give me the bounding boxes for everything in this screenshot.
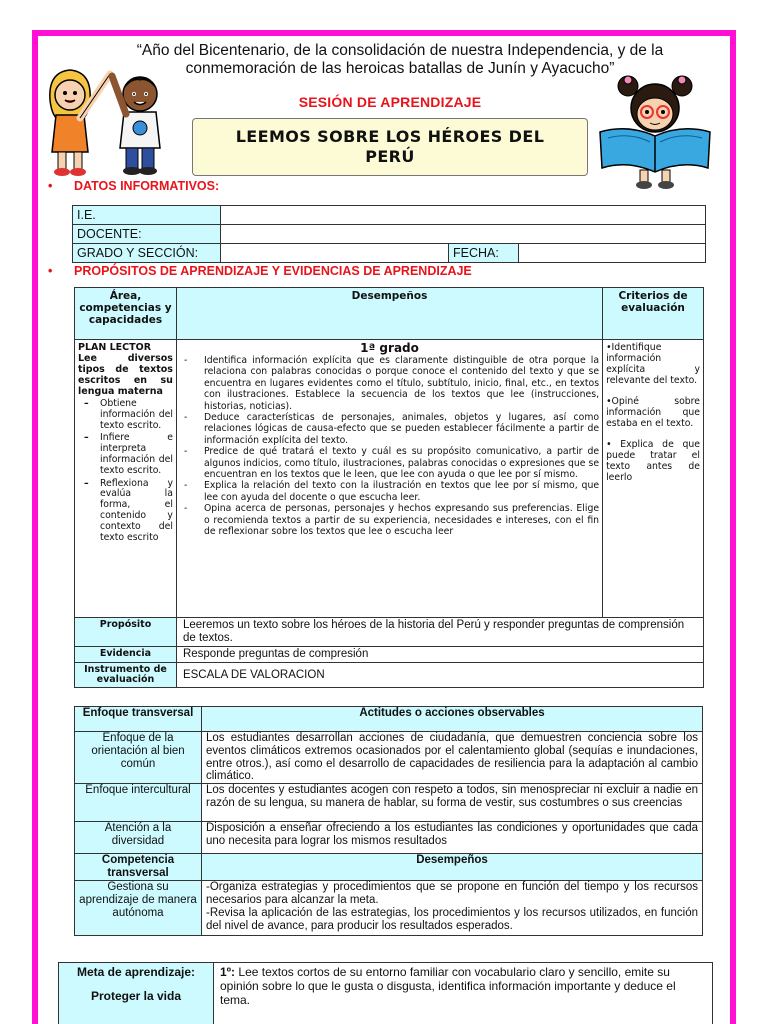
ie-label: I.E. bbox=[73, 206, 221, 225]
competencia-text-1: -Organiza estrategias y procedimientos que se propone en función del tiempo y los recursos necesarios para alcanzar la meta. bbox=[206, 881, 698, 906]
capacidades-list bbox=[78, 399, 173, 543]
criterio-item: •Opiné sobre información que estaba en el texto. bbox=[606, 396, 700, 429]
fecha-value[interactable] bbox=[519, 244, 706, 263]
capacidad-item: – Infiere e interpreta información del texto escrito. bbox=[78, 433, 173, 476]
grado-label: GRADO Y SECCIÓN: bbox=[73, 244, 221, 263]
header-competencia: Competencia transversal bbox=[75, 854, 202, 881]
desempeno-item: - Deduce características de personajes, animales, objetos y lugares, así como relaciones lógicas de causa-efecto que se pueden establecer fácilmente a partir de información explícita del texto. bbox=[180, 412, 599, 446]
section-propositos-heading bbox=[48, 264, 472, 278]
session-title: LEEMOS SOBRE LOS HÉROES DEL PERÚ bbox=[235, 127, 545, 166]
meta-label-cell bbox=[59, 963, 214, 1024]
enfoque-name: Enfoque de la orientación al bien común bbox=[75, 732, 202, 784]
header-desempenos-transversal: Desempeños bbox=[202, 854, 703, 881]
meta-table bbox=[58, 962, 713, 1024]
session-label: SESIÓN DE APRENDIZAJE bbox=[298, 94, 482, 110]
enfoque-text: Los estudiantes desarrollan acciones de ciudadanía, que demuestren conciencia sobre los eventos climáticos extremos ocasionados por el calentamiento global (sequías e inundaciones, entre otros.), así como el desarrollo de capacidades de resiliencia para la adaptación al cambio climático. bbox=[202, 732, 703, 784]
datos-table bbox=[72, 205, 706, 263]
bullet-icon: • bbox=[48, 179, 53, 193]
meta-grade-prefix: 1º: bbox=[220, 965, 236, 979]
desempenos-list bbox=[180, 355, 599, 538]
criterio-item: • Explica de que puede tratar el texto antes de leerlo bbox=[606, 439, 700, 483]
proposito-value: Leeremos un texto sobre los héroes de la historia del Perú y responder preguntas de comprensión de textos. bbox=[176, 618, 703, 647]
desempenos-cell bbox=[176, 340, 602, 618]
criterio-item: •Identifique información explícita y relevante del texto. bbox=[606, 342, 700, 386]
desempeno-item: - Explica la relación del texto con la ilustración en textos que lee por sí mismo, que lee con ayuda del docente o que escucha leer. bbox=[180, 480, 599, 503]
meta-text-cell bbox=[214, 963, 713, 1024]
header-area: Área, competencias y capacidades bbox=[75, 288, 177, 340]
instrumento-label: Instrumento de evaluación bbox=[75, 663, 177, 688]
enfoque-name: Enfoque intercultural bbox=[75, 784, 202, 822]
grade-label: 1ª grado bbox=[360, 341, 419, 355]
plan-lector-label: PLAN LECTOR bbox=[78, 342, 152, 353]
proposito-label: Propósito bbox=[75, 618, 177, 647]
criterios-cell bbox=[603, 340, 704, 618]
children-illustration bbox=[40, 60, 190, 180]
bullet-icon: • bbox=[48, 264, 53, 278]
header-enfoque: Enfoque transversal bbox=[75, 707, 202, 732]
docente-label: DOCENTE: bbox=[73, 225, 221, 244]
meta-sublabel: Proteger la vida bbox=[90, 989, 182, 1003]
grado-value[interactable] bbox=[221, 244, 449, 263]
competencia-text-2: -Revisa la aplicación de las estrategias, los procedimientos y los recursos utilizados, en función del nivel de avance, para producir los resultados esperados. bbox=[206, 906, 698, 932]
capacidad-item: – Reflexiona y evalúa la forma, el contenido y contexto del texto escrito bbox=[78, 479, 173, 544]
ie-value[interactable] bbox=[221, 206, 706, 225]
desempeno-item: - Opina acerca de personas, personajes y hechos expresando sus preferencias. Elige o recomienda textos a partir de su experiencia, necesidades e intereses, con el fin de reflexionar sobre los textos que lee o escucha leer bbox=[180, 503, 599, 537]
desempeno-item: - Predice de qué tratará el texto y cuál es su propósito comunicativo, a partir de algunos indicios, como título, ilustraciones, palabras conocidas o expresiones que se encuentran en los textos que le leen, que lee con ayuda o que lee por sí mismo. bbox=[180, 446, 599, 480]
enfoque-text: Los docentes y estudiantes acogen con respeto a todos, sin menospreciar ni excluir a nadie en razón de su lengua, su manera de hablar, su forma de vestir, sus costumbres o sus creencias bbox=[202, 784, 703, 822]
desempeno-item: - Identifica información explícita que es claramente distinguible de otra porque la relaciona con palabras conocidas o porque conoce el contenido del texto y que se encuentra en lugares evidentes como el título, subtítulo, inicio, final, etc., en textos con ilustraciones. Establece la secuencia de los textos que lee (instrucciones, historias, noticias). bbox=[180, 355, 599, 412]
competencia-cell bbox=[75, 340, 177, 618]
enfoque-name: Atención a la diversidad bbox=[75, 822, 202, 854]
enfoque-text: Disposición a enseñar ofreciendo a los estudiantes las condiciones y oportunidades que cada uno necesita para lograr los mismos resultados bbox=[202, 822, 703, 854]
fecha-label: FECHA: bbox=[449, 244, 519, 263]
section-datos-heading bbox=[48, 179, 219, 193]
evidencia-label: Evidencia bbox=[75, 647, 177, 663]
instrumento-value: ESCALA DE VALORACION bbox=[176, 663, 703, 688]
propositos-table bbox=[74, 287, 704, 688]
evidencia-value: Responde preguntas de compresión bbox=[176, 647, 703, 663]
section-propositos-label: PROPÓSITOS DE APRENDIZAJE Y EVIDENCIAS DE APRENDIZAJE bbox=[74, 264, 472, 278]
competencia-label: Lee diversos tipos de textos escritos en su lengua materna bbox=[78, 353, 173, 397]
header-desempenos: Desempeños bbox=[176, 288, 602, 340]
competencia-name: Gestiona su aprendizaje de manera autónoma bbox=[75, 881, 202, 936]
session-title-box bbox=[192, 118, 588, 176]
year-motto: “Año del Bicentenario, de la consolidación de nuestra Independencia, y de la conmemoración de las heroicas batallas de Junín y Ayacucho” bbox=[136, 42, 664, 77]
capacidad-item: – Obtiene información del texto escrito. bbox=[78, 399, 173, 431]
header-criterios: Criterios de evaluación bbox=[603, 288, 704, 340]
meta-label: Meta de aprendizaje: bbox=[76, 965, 196, 979]
section-datos-label: DATOS INFORMATIVOS: bbox=[74, 179, 220, 193]
competencia-text bbox=[202, 881, 703, 936]
girl-reading-illustration bbox=[590, 60, 720, 190]
docente-value[interactable] bbox=[221, 225, 706, 244]
enfoques-table bbox=[74, 706, 703, 936]
meta-text: Lee textos cortos de su entorno familiar con vocabulario claro y sencillo, emite su opinión sobre lo que le gusta o disgusta, identifica información importante y deduce el tema. bbox=[220, 965, 676, 1007]
header-actitudes: Actitudes o acciones observables bbox=[202, 707, 703, 732]
